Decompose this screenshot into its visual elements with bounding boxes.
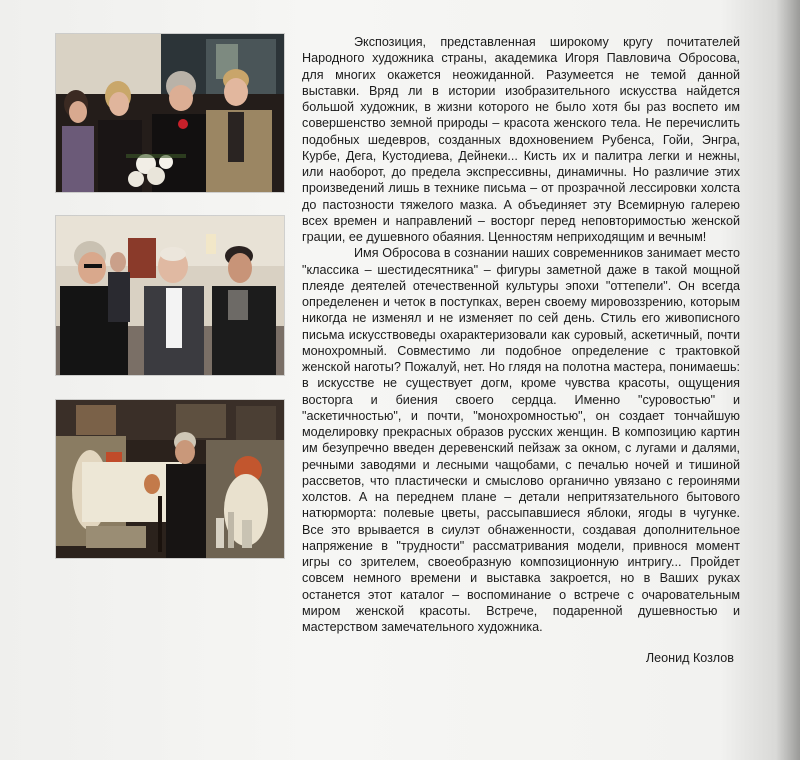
article-paragraph: Имя Обросова в сознании наших современников занимает место "классика – шестидесятника" – фигуры заметной даже в такой мощной плеяде деятелей отечественной культуры эпохи "оттепели". Он всегда определенен и четок в поступках, верен своему мировоззрению, которым никогда не изменял и не изменяет по сей день. Стиль его живописного письма искусствоведы охарактеризовали как суровый, аскетичный, почти монохромный. Совместимо ли подобное определение с трактовкой женской наготы? Пожалуй, нет. Но глядя на полотна мастера, понимаешь: в искусстве не существует догм, кроме чувства красоты, ощущения восторга и биения своего сердца. Именно "суровостью" и "аскетичностью", и почти, "монохромностью", он создает тончайшую моделировку прекрасных образов русских женщин. В композицию картин им безупречно введен деревенский пейзаж за окном, с лугами и далями, речными заводями и лесными чащобами, с печалью ночей и тишиной рассветов, что пластически и смыслово органично увязано с героинями холстов. А на переднем плане – детали непритязательного бытового натюрморта: полевые цветы, рассыпавшиеся яблоки, ягоды в чугунке. Все это врывается в сиулэт обнаженности, создавая дополнительное напряжение в "трудности" рассматривания модели, привнося момент игры со зрителем, своеобразную композиционную интригу... Пройдет совсем немного времени и выставка закроется, но в Ваших руках останется этот каталог – воспоминание о встрече с очаровательным миром женской красоты. Встрече, подаренной душевностью и мастерством замечательного художника. [302, 246, 740, 634]
photo-artist-with-paintings [56, 400, 284, 558]
author-signature: Леонид Козлов [645, 651, 734, 665]
article-text [302, 34, 740, 635]
photo-three-men [56, 216, 284, 375]
article-paragraph: Экспозиция, представленная широкому кругу почитателей Народного художника страны, академика Игоря Павловича Обросова, для многих окажется неожиданной. Разумеется не темой данной выставки. Вряд ли в истории изобразительного искусства найдется большой художник, в жизни которого не было хотя бы раз воспето им совершенство земной природы – красота женского тела. Не перечислить подобных шедевров, созданных вдохновением Рубенса, Гойи, Энгра, Курбе, Дега, Кустодиева, Дейнеки... Кисть их и палитра легки и нежны, или наоборот, до предела экспрессивны, динамичны. Но различие этих произведений лишь в технике письма – от прозрачной лессировки холста до пастозности тяжелого мазка. А объединяет эту Всемирную галерею всех времен и направлений – восторг перед неповторимостью женской грации, ее душевного обаяния. Ценностям неприходящим и вечным! [302, 35, 740, 244]
photo-group-with-flowers [56, 34, 284, 192]
